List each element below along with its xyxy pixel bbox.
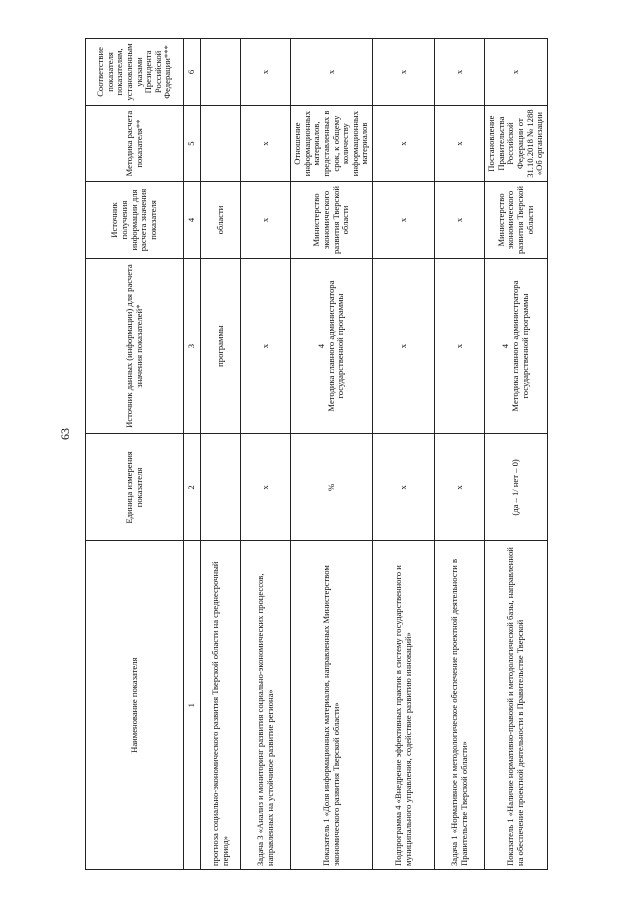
table-cell: х xyxy=(373,258,435,434)
column-number: 4 xyxy=(184,182,201,258)
table-cell: х xyxy=(435,39,485,106)
table-cell: % xyxy=(291,434,373,541)
table-cell xyxy=(201,105,241,181)
indicator-table-container xyxy=(85,38,545,870)
table-cell: х xyxy=(241,105,291,181)
table-cell: 4 Методика главного администратора государственной программы xyxy=(291,258,373,434)
header-compliance: Соответствие показателя показателям, установленным указами Президента Российской Федерации*** xyxy=(86,39,184,106)
table-cell: (да – 1/ нет – 0) xyxy=(485,434,548,541)
column-number: 3 xyxy=(184,258,201,434)
table-cell: Задача 1 «Нормативное и методологическое обеспечение проектной деятельности в Правительстве Тверской области» xyxy=(435,541,485,870)
header-indicator-name: Наименование показателя xyxy=(86,541,184,870)
table-cell: х xyxy=(373,39,435,106)
table-cell: х xyxy=(241,258,291,434)
column-number: 5 xyxy=(184,105,201,181)
column-number: 1 xyxy=(184,541,201,870)
table-cell: Министерство экономического развития Тверской области xyxy=(485,182,548,258)
table-header-row xyxy=(86,39,184,870)
table-cell: Подпрограмма 4 «Внедрение эффективных практик в систему государственного и муниципального управления, содействие развитию инноваций» xyxy=(373,541,435,870)
table-cell: Задача 3 «Анализ и мониторинг развития социально-экономических процессов, направленных на устойчивое развитие региона» xyxy=(241,541,291,870)
table-row xyxy=(291,39,373,870)
header-data-source: Источник данных (информации) для расчета значения показателей* xyxy=(86,258,184,434)
table-row xyxy=(485,39,548,870)
table-row xyxy=(435,39,485,870)
indicator-table xyxy=(85,38,548,870)
table-cell: Постановление Правительства Российской Федерации от 31.10.2018 № 1288 «Об организации xyxy=(485,105,548,181)
column-number-row xyxy=(184,39,201,870)
table-cell: области xyxy=(201,182,241,258)
table-cell: 4 Методика главного администратора государственной программы xyxy=(485,258,548,434)
table-cell: Показатель 1 «Доля информационных материалов, направленных Министерством экономического развития Тверской области» xyxy=(291,541,373,870)
table-cell: х xyxy=(373,105,435,181)
table-cell: х xyxy=(373,434,435,541)
table-cell: прогноза социально-экономического развития Тверской области на среднесрочный период» xyxy=(201,541,241,870)
header-unit: Единица измерения показателя xyxy=(86,434,184,541)
table-cell: х xyxy=(435,182,485,258)
table-cell: х xyxy=(485,39,548,106)
table-cell: х xyxy=(241,434,291,541)
table-row xyxy=(373,39,435,870)
table-cell: х xyxy=(373,182,435,258)
table-cell: Отношение информационных материалов, представленных в срок, к общему количеству информационных материалов xyxy=(291,105,373,181)
table-cell xyxy=(201,39,241,106)
table-cell: Показатель 1 «Наличие нормативно-правовой и методологической базы, направленной на обеспечение проектной деятельности в Правительстве Тверской xyxy=(485,541,548,870)
table-cell xyxy=(201,434,241,541)
column-number: 2 xyxy=(184,434,201,541)
table-cell: программы xyxy=(201,258,241,434)
table-cell: х xyxy=(241,39,291,106)
page-number: 63 xyxy=(58,428,72,440)
table-cell: х xyxy=(435,105,485,181)
header-method: Методика расчета показателя** xyxy=(86,105,184,181)
table-cell: х xyxy=(241,182,291,258)
table-row xyxy=(241,39,291,870)
header-info-source: Источник получения информации для расчета значения показателя xyxy=(86,182,184,258)
table-cell: х xyxy=(435,258,485,434)
table-cell: Министерство экономического развития Тверской области xyxy=(291,182,373,258)
column-number: 6 xyxy=(184,39,201,106)
table-cell: х xyxy=(291,39,373,106)
table-cell: х xyxy=(435,434,485,541)
table-row xyxy=(201,39,241,870)
